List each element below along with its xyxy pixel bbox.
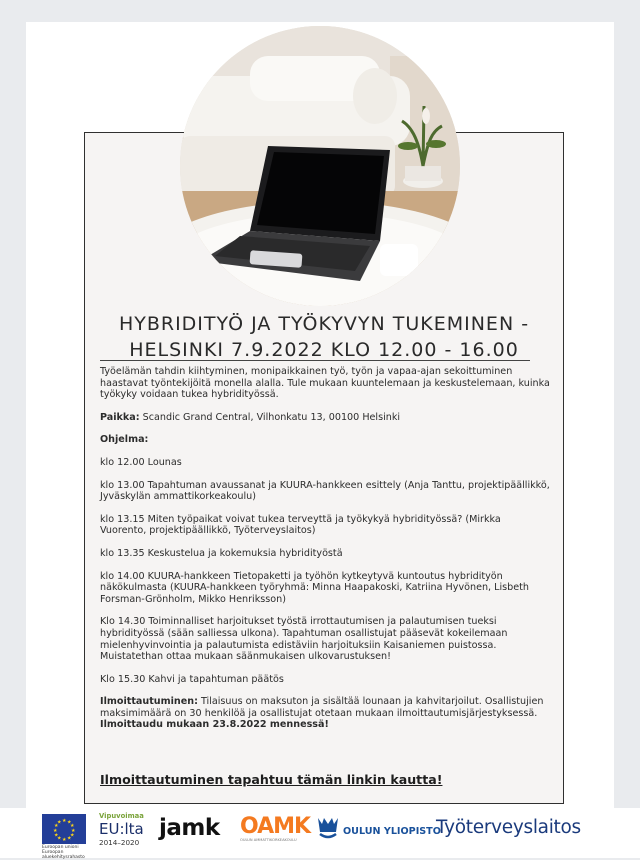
registration-link[interactable]: Ilmoittautuminen tapahtuu tämän linkin kautta!	[100, 772, 443, 787]
eulta-years: 2014–2020	[99, 838, 140, 847]
event-title-line1: HYBRIDITYÖ JA TYÖKYVYN TUKEMINEN -	[118, 313, 530, 335]
registration-text: Tilaisuus on maksuton ja sisältää lounaan ja kahvitarjoilut. Osallistujien maksimimäärä on 30 henkilöä ja osallistujat otetaan mukaan ilmoittautumisjärjestyksessä.	[100, 696, 544, 719]
program-item: Klo 14.30 Toiminnalliset harjoitukset työstä irrottautumisen ja palautumisen tueksi hybridityössä (sään salliessa ulkona). Tapahtuman osallistujat pääsevät kokeilemaan mielenhyvinvointia ja palautumista edistäviin harjoituksiin Kaisaniemen puistossa. Muistatethan ottaa mukaan säänmukaisen ulkovarustuksen!	[100, 616, 508, 663]
oulu-university-logo: OULUN YLIOPISTO	[343, 826, 441, 837]
place-label: Paikka:	[100, 411, 140, 423]
svg-text:★: ★	[67, 819, 72, 826]
event-title-line2: HELSINKI 7.9.2022 KLO 12.00 - 16.00	[129, 339, 519, 361]
registration-deadline: Ilmoittaudu mukaan 23.8.2022 mennessä!	[100, 719, 329, 731]
program-item: Klo 15.30 Kahvi ja tapahtuman päätös	[100, 673, 284, 685]
oamk-logo: OAMK	[240, 814, 311, 839]
vipuvoimaa-label: Vipuvoimaa	[99, 812, 144, 820]
program-item: klo 14.00 KUURA-hankkeen Tietopaketti ja työhön kytkeytyvä kuntoutus hybridityön näkökulmasta (KUURA-hankkeen työryhmä: Minna Haapakoski, Katriina Hyvönen, Lisbeth Forsman-Grönholm, Mikko Henriksson)	[100, 570, 530, 605]
program-item: klo 13.15 Miten työpaikat voivat tukea terveyttä ja työkykyä hybridityössä? (Mirkka Vuorento, projektipäällikkö, Työterveyslaitos)	[100, 513, 501, 537]
svg-text:★: ★	[70, 832, 75, 839]
place-value: Scandic Grand Central, Vilhonkatu 13, 00100 Helsinki	[139, 411, 401, 423]
oamk-subtitle: OULUN AMMATTIKORKEAKOULU	[240, 838, 297, 842]
svg-text:★: ★	[67, 835, 72, 842]
svg-text:★: ★	[62, 818, 67, 824]
svg-text:★: ★	[57, 835, 62, 842]
oulu-crest-icon	[316, 814, 340, 842]
svg-text:★: ★	[62, 837, 67, 843]
jamk-logo: jamk	[159, 815, 220, 841]
svg-text:★: ★	[71, 828, 76, 834]
eulta-logo: EU:lta	[99, 820, 144, 838]
laptop-photo	[180, 26, 460, 306]
svg-text:★: ★	[54, 823, 59, 829]
tyoterveyslaitos-logo: Työterveyslaitos	[436, 817, 581, 838]
event-description	[100, 366, 550, 742]
program-item: klo 13.35 Keskustelua ja kokemuksia hybridityöstä	[100, 547, 343, 559]
program-label: Ohjelma:	[100, 434, 149, 446]
program-item: klo 13.00 Tapahtuman avaussanat ja KUURA-hankkeen esittely (Anja Tanttu, projektipäällikkö, Jyväskylän ammattikorkeakoulu)	[100, 479, 550, 503]
event-title	[84, 311, 564, 363]
svg-text:★: ★	[54, 832, 59, 839]
program-heading	[100, 434, 550, 446]
eu-label: Euroopan unioni Euroopan aluekehitysrahasto	[42, 845, 85, 860]
registration-info	[100, 696, 550, 731]
eu-flag-icon	[42, 814, 86, 844]
svg-text:★: ★	[70, 823, 75, 829]
title-divider	[100, 360, 530, 361]
svg-text:★: ★	[57, 819, 62, 826]
place-line	[100, 412, 550, 424]
svg-text:★: ★	[53, 828, 58, 834]
program-item: klo 12.00 Lounas	[100, 456, 182, 468]
registration-label: Ilmoittautuminen:	[100, 696, 198, 708]
intro-text: Työelämän tahdin kiihtyminen, monipaikkainen työ, työn ja vapaa-ajan sekoittuminen haastavat työntekijöitä monella alalla. Tule mukaan kuuntelemaan ja keskustelemaan, kuinka työkyky voidaan tukea hybridityössä.	[100, 366, 550, 401]
